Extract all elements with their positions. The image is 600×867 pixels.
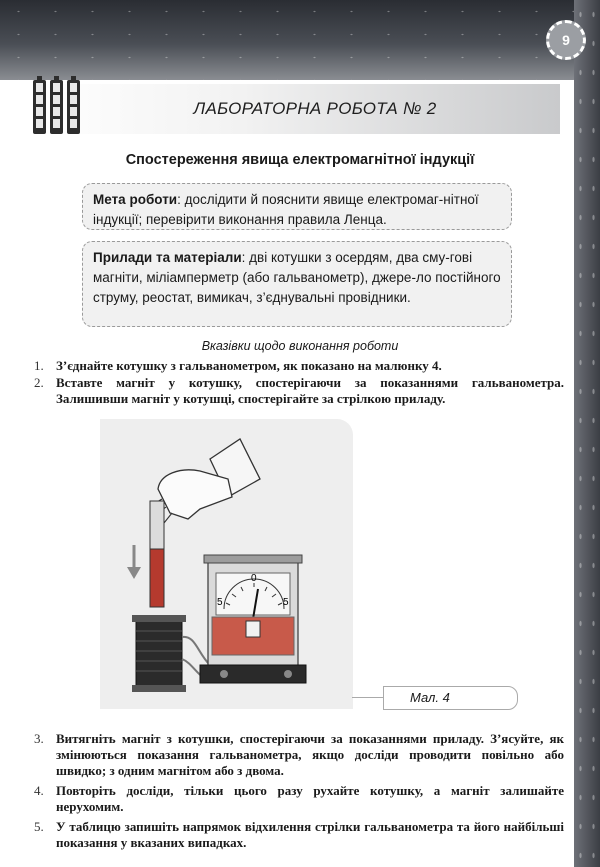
step-text: Повторіть досліди, тільки цього разу рухайте котушку, а магніт залишайте нерухомим.	[56, 783, 564, 814]
step-text: У таблицю запишіть напрямок відхилення стрілки гальванометра та його найбільші показання у вказаних випадках.	[56, 819, 564, 850]
step-number: 4.	[34, 783, 44, 798]
scale-right-label: 5	[283, 597, 289, 608]
needle-pivot	[246, 621, 260, 637]
title-banner	[30, 84, 560, 134]
hand-shape	[158, 470, 232, 519]
coil-bottom-flange	[132, 685, 186, 692]
step-text: Витягніть магніт з котушки, спостерігаючи за показаннями приладу. З’ясуйте, як змінюються показання гальванометра, якщо досліди проводити повільно або швидко; з одним магнітом або з двома.	[56, 731, 564, 778]
magnet-top	[150, 501, 164, 549]
step-text: З’єднайте котушку з гальванометром, як показано на малюнку 4.	[56, 358, 442, 373]
step-item	[34, 375, 564, 407]
equipment-text: : дві котушки з осердям, два сму-гові магніти, міліамперметр (або гальванометр), джере-ло постійного струму, реостат, вимикач, з’єднувальні провідники.	[93, 250, 501, 305]
battery-icon	[33, 80, 46, 134]
step-number: 3.	[34, 731, 44, 746]
terminal-right	[284, 670, 292, 678]
step-number: 1.	[34, 358, 44, 373]
down-arrow-icon	[127, 567, 141, 579]
equipment-label: Прилади та матеріали	[93, 250, 242, 265]
goal-box	[82, 183, 512, 230]
page-number: 9	[546, 20, 586, 60]
coil-top-flange	[132, 615, 186, 622]
scale-zero-label: 0	[251, 573, 257, 584]
header-background	[0, 0, 600, 80]
scale-left-label: 5	[217, 597, 223, 608]
side-decoration	[574, 0, 600, 867]
work-subtitle: Спостереження явища електромагнітної індукції	[125, 152, 475, 168]
caption-connector	[352, 697, 384, 698]
step-item	[34, 783, 564, 815]
page-title: ЛАБОРАТОРНА РОБОТА № 2	[193, 99, 437, 118]
terminal-left	[220, 670, 228, 678]
battery-icon	[33, 80, 80, 134]
battery-icon	[50, 80, 63, 134]
equipment-box	[82, 241, 512, 327]
step-item	[34, 731, 564, 779]
instructions-heading: Вказівки щодо виконання роботи	[201, 339, 399, 353]
figure-panel	[100, 419, 353, 709]
coil-body	[136, 619, 182, 689]
battery-icon	[67, 80, 80, 134]
magnet-bottom	[150, 549, 164, 607]
goal-text: : дослідити й пояснити явище електромаг-нітної індукції; перевірити виконання правила Ленца.	[93, 192, 479, 227]
step-text: Вставте магніт у котушку, спостерігаючи за показаннями гальванометра. Залишивши магніт у котушці, спостерігайте за стрілкою приладу.	[56, 375, 564, 406]
step-item	[34, 358, 564, 374]
figure-caption: Мал. 4	[383, 686, 518, 710]
galvanometer-top	[204, 555, 302, 563]
step-item	[34, 819, 564, 851]
step-number: 5.	[34, 819, 44, 834]
experiment-illustration	[100, 419, 353, 709]
goal-label: Мета роботи	[93, 192, 178, 207]
step-number: 2.	[34, 375, 44, 390]
